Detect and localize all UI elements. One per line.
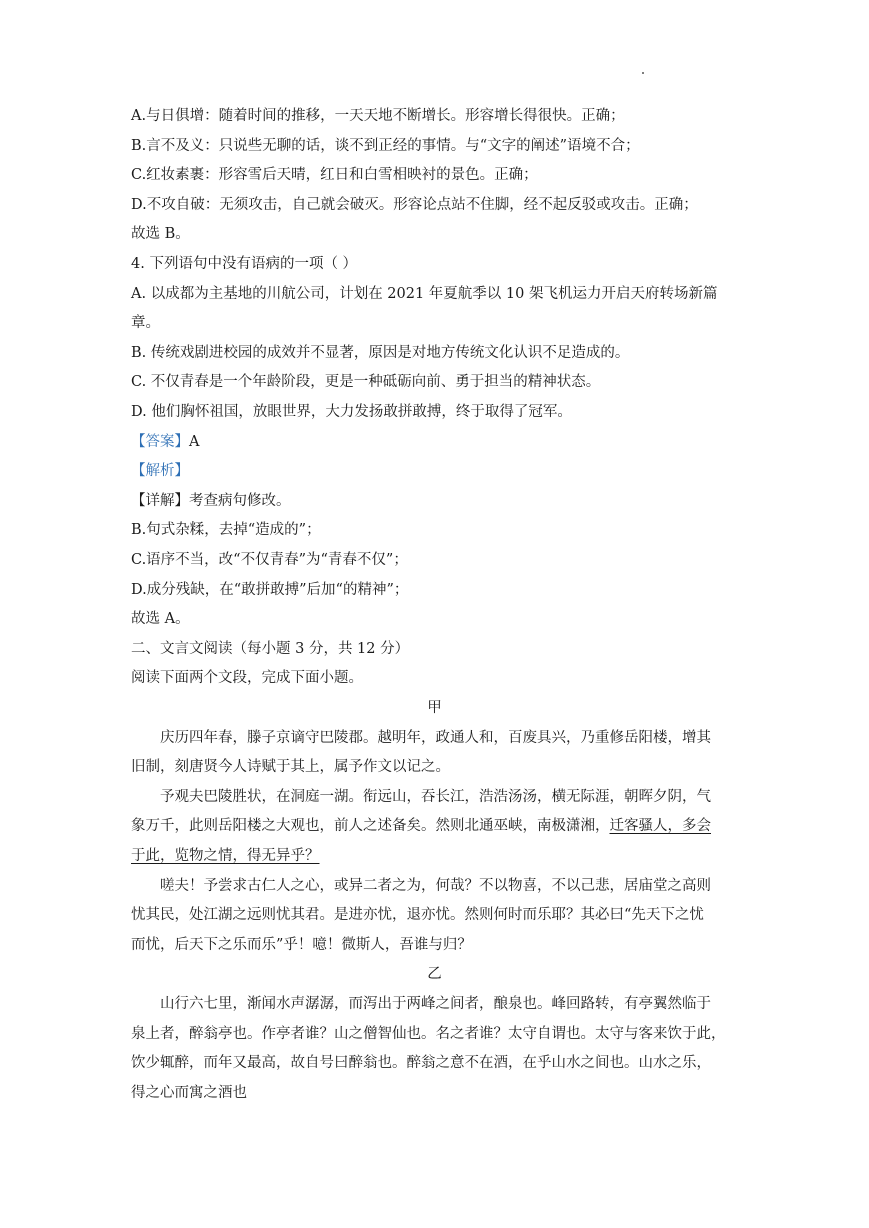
q3-conclusion: 故选 B。 bbox=[131, 226, 190, 242]
passage-jia-p3-line3: 而忧，后天下之乐而乐”乎！噫！微斯人，吾谁与归？ bbox=[131, 937, 472, 953]
q3-option-a-explanation: A.与日俱增：随着时间的推移，一天天地不断增长。形容增长得很快。正确； bbox=[131, 108, 625, 124]
header-dot bbox=[642, 72, 644, 74]
q4-conclusion: 故选 A。 bbox=[131, 611, 190, 627]
q4-option-d: D. 他们胸怀祖国，放眼世界，大力发扬敢拼敢搏，终于取得了冠军。 bbox=[131, 404, 572, 420]
q4-option-b: B. 传统戏剧进校园的成效并不显著，原因是对地方传统文化认识不足造成的。 bbox=[131, 345, 630, 361]
q4-fix-c: C.语序不当，改“不仅青春”为“青春不仅”； bbox=[131, 552, 408, 568]
section-instruction: 阅读下面两个文段，完成下面小题。 bbox=[131, 670, 363, 686]
q4-fix-b: B.句式杂糅，去掉“造成的”； bbox=[131, 522, 321, 538]
passage-jia-p3-line2: 忧其民，处江湖之远则忧其君。是进亦忧，退亦忧。然则何时而乐耶？其必曰“先天下之忧 bbox=[131, 907, 704, 923]
q4-stem: 4. 下列语句中没有语病的一项（ ） bbox=[131, 256, 358, 272]
section-heading: 二、文言文阅读（每小题 3 分，共 12 分） bbox=[131, 641, 410, 657]
passage-jia-p2-line2 bbox=[131, 816, 711, 836]
analysis-tag: 【解析】 bbox=[131, 463, 189, 479]
underlined-sentence-part1: 迁客骚人，多会 bbox=[609, 818, 711, 834]
passage-jia-p1-line1: 庆历四年春，滕子京谪守巴陵郡。越明年，政通人和，百废具兴，乃重修岳阳楼，增其 bbox=[160, 730, 711, 746]
passage-yi-label: 乙 bbox=[427, 966, 442, 982]
q4-fix-d: D.成分残缺，在“敢拼敢搏”后加“的精神”； bbox=[131, 582, 409, 598]
passage-jia-p2-line1: 予观夫巴陵胜状，在洞庭一湖。衔远山，吞长江，浩浩汤汤，横无际涯，朝晖夕阴，气 bbox=[160, 789, 711, 805]
q4-option-a-line1: A. 以成都为主基地的川航公司，计划在 2021 年夏航季以 10 架飞机运力开启天府转场新篇 bbox=[131, 286, 718, 302]
passage-jia-p2-line2-plain: 象万千，此则岳阳楼之大观也，前人之述备矣。然则北通巫峡，南极潇湘， bbox=[131, 818, 610, 834]
q3-option-b-explanation: B.言不及义：只说些无聊的话，谈不到正经的事情。与“文字的阐述”语境不合； bbox=[131, 138, 640, 154]
passage-jia-label: 甲 bbox=[427, 700, 442, 716]
underlined-sentence-part2: 于此，览物之情，得无异乎？ bbox=[131, 848, 320, 864]
passage-jia-p3-line1: 嗟夫！予尝求古仁人之心，或异二者之为，何哉？不以物喜，不以己悲，居庙堂之高则 bbox=[160, 878, 711, 894]
q4-answer bbox=[131, 432, 199, 452]
answer-value: A bbox=[189, 434, 200, 450]
q3-option-d-explanation: D.不攻自破：无须攻击，自己就会破灭。形容论点站不住脚，经不起反驳或攻击。正确； bbox=[131, 197, 698, 213]
q3-option-c-explanation: C.红妆素裹：形容雪后天晴，红日和白雪相映衬的景色。正确； bbox=[131, 167, 538, 183]
passage-yi-p1-line2: 泉上者，醉翁亭也。作亭者谁？山之僧智仙也。名之者谁？太守自谓也。太守与客来饮于此， bbox=[131, 1026, 726, 1042]
q4-detail: 【详解】考查病句修改。 bbox=[131, 493, 291, 509]
passage-yi-p1-line3: 饮少辄醉，而年又最高，故自号曰醉翁也。醉翁之意不在酒，在乎山水之间也。山水之乐， bbox=[131, 1055, 711, 1071]
answer-tag: 【答案】 bbox=[131, 434, 189, 450]
q4-option-c: C. 不仅青春是一个年龄阶段，更是一种砥砺向前、勇于担当的精神状态。 bbox=[131, 374, 601, 390]
passage-yi-p1-line4: 得之心而寓之酒也 bbox=[131, 1085, 247, 1101]
q4-option-a-line2: 章。 bbox=[131, 315, 160, 331]
passage-jia-p1-line2: 旧制，刻唐贤今人诗赋于其上，属予作文以记之。 bbox=[131, 759, 450, 775]
passage-yi-p1-line1: 山行六七里，渐闻水声潺潺，而泻出于两峰之间者，酿泉也。峰回路转，有亭翼然临于 bbox=[160, 996, 711, 1012]
